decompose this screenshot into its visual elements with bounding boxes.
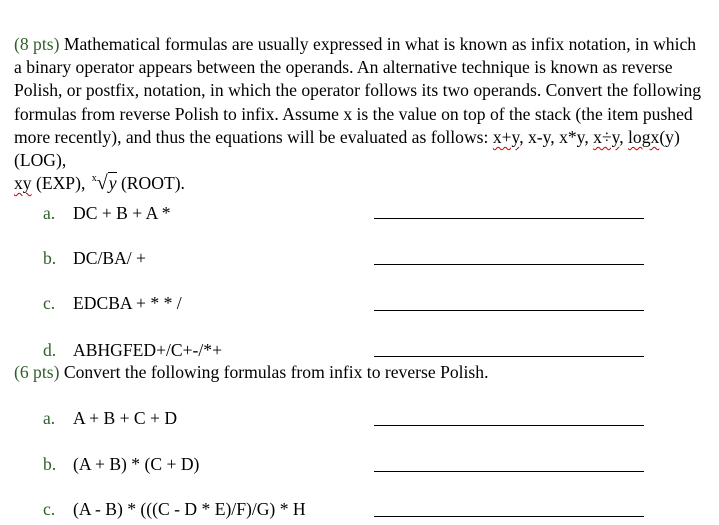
answer-line-q1-d[interactable]: [374, 356, 644, 357]
item-formula: A + B + C + D: [73, 408, 178, 428]
question-2-text: Convert the following formulas from infix to reverse Polish.: [59, 362, 489, 382]
radical-icon: √: [96, 172, 108, 195]
item-formula: (A - B) * (((C - D * E)/F)/G) * H: [73, 499, 306, 519]
item-formula: EDCBA + * * /: [73, 293, 182, 313]
item-formula: (A + B) * (C + D): [73, 454, 200, 474]
item-formula: DC/BA/ +: [73, 248, 146, 268]
root-label: (ROOT).: [116, 173, 185, 194]
answer-line-q2-a[interactable]: [374, 425, 644, 426]
q1-item-b: [43, 247, 146, 269]
question-2-prompt: [14, 361, 488, 383]
comma: ,: [619, 126, 629, 147]
item-label: c.: [43, 293, 56, 313]
ops-list: , x-y, x*y,: [519, 126, 594, 147]
answer-line-q1-c[interactable]: [374, 310, 644, 311]
answer-line-q1-a[interactable]: [374, 218, 644, 219]
spell-logx: logx: [628, 126, 660, 147]
item-label: c.: [43, 499, 56, 519]
q1-item-d: [43, 339, 222, 361]
answer-line-q2-b[interactable]: [374, 471, 644, 472]
item-formula: ABHGFED+/C+-/*+: [73, 340, 223, 360]
q1-item-c: [43, 292, 182, 314]
question-1-text: Mathematical formulas are usually expressed in what is known as infix notation, in which a binary operator appears between the operands. An alternative technique is known as reverse Polish, or postfix, notation, in which the operator follows its two operands. Convert the following formulas from reverse Polish to infix. Assume x is the value on top of the stack (the item pushed more recently), and thus the equations will be evaluated as follows:: [14, 34, 702, 147]
question-2-points: (6 pts): [14, 362, 60, 382]
item-label: b.: [43, 454, 57, 474]
question-1-points: (8 pts): [14, 34, 60, 54]
item-label: d.: [43, 340, 57, 360]
root-radicand: y: [108, 173, 117, 194]
spell-x-div-y: x÷y: [593, 126, 620, 147]
answer-line-q2-c[interactable]: [374, 516, 644, 517]
nth-root-formula: [90, 172, 117, 198]
root-index: x: [91, 173, 97, 185]
log-tail: (y) (LOG),: [14, 126, 680, 171]
q2-item-a: [43, 407, 177, 429]
q2-item-c: [43, 498, 306, 520]
item-label: a.: [43, 203, 56, 223]
q2-item-b: [43, 453, 199, 475]
item-label: a.: [43, 408, 56, 428]
answer-line-q1-b[interactable]: [374, 264, 644, 265]
spell-xy: xy: [14, 173, 32, 194]
q1-item-a: [43, 202, 171, 224]
item-label: b.: [43, 248, 57, 268]
exp-label: (EXP),: [31, 173, 90, 194]
item-formula: DC + B + A *: [73, 203, 171, 223]
question-1-prompt: [14, 33, 704, 198]
spell-x-plus-y: x+y: [492, 126, 520, 147]
